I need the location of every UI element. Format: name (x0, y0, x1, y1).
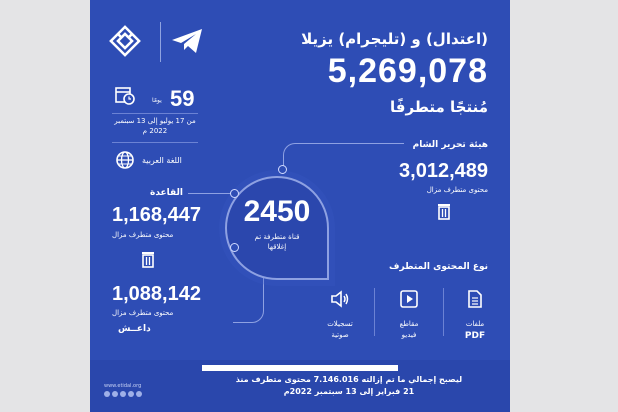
divider (443, 288, 444, 336)
logo-divider (160, 22, 161, 62)
content-type-video-line1: مقاطع (399, 320, 419, 328)
etidal-logo-icon (108, 24, 142, 58)
content-type-pdf-line2: PDF (464, 331, 486, 341)
calendar-clock-icon (114, 84, 136, 106)
date-range-line2: 2022 م (142, 127, 168, 135)
connector-line (283, 143, 404, 174)
telegram-icon (170, 27, 204, 55)
footer-text (194, 374, 504, 398)
document-icon (468, 290, 482, 308)
connector-dot (278, 165, 287, 174)
content-type-pdf-line1: ملفات (465, 320, 485, 328)
channels-label-line1: قناة متطرفة تم (254, 233, 300, 241)
connector-dot (230, 243, 239, 252)
instagram-icon[interactable] (128, 391, 134, 397)
group-count-hts: 3,012,489 (399, 160, 488, 182)
days-count: 59 (170, 86, 195, 111)
speaker-icon (330, 290, 350, 308)
channels-label-line2: إغلاقها (267, 243, 287, 251)
youtube-icon[interactable] (112, 391, 118, 397)
divider (374, 288, 375, 336)
footer-line1: ليصبح إجمالي ما تم إزالته 7.146.016 محتوى متطرف منذ (235, 375, 463, 384)
group-name-hts: هيئة تحرير الشام (412, 140, 488, 150)
group-count-alqaeda: 1,168,447 (112, 204, 201, 226)
total-removed-number: 5,269,078 (327, 52, 488, 90)
divider (112, 142, 198, 143)
content-type-audio-line2: صوتية (331, 331, 349, 339)
footer-bar (202, 365, 398, 371)
group-name-isis: داعــش (118, 324, 151, 334)
footer-line2: 21 فبراير إلى 13 سبتمبر 2022م (283, 387, 415, 396)
group-label-alqaeda: محتوى متطرف مزال (112, 231, 174, 239)
content-type-audio-line1: تسجيلات (327, 320, 353, 328)
content-types-title: نوع المحتوى المتطرف (389, 262, 488, 272)
divider (112, 113, 198, 114)
trash-icon (140, 250, 156, 268)
group-label-hts: محتوى متطرف مزال (426, 186, 488, 194)
date-range-line1: من 17 يوليو إلى 13 سبتمبر (114, 117, 196, 125)
video-play-icon (400, 290, 418, 308)
globe-icon (115, 150, 135, 170)
language-label: اللغة العربية (142, 156, 182, 165)
group-label-isis: محتوى متطرف مزال (112, 309, 174, 317)
trash-icon (436, 202, 452, 220)
facebook-icon[interactable] (120, 391, 126, 397)
twitter-icon[interactable] (104, 391, 110, 397)
group-name-alqaeda: القاعدة (150, 188, 183, 198)
content-type-video-line2: فيديو (401, 331, 417, 339)
social-icons (104, 391, 142, 397)
connector-line (188, 193, 236, 194)
headline-subtitle: مُنتجًا متطرفًا (389, 98, 488, 116)
linkedin-icon[interactable] (136, 391, 142, 397)
days-label: يومًا (152, 97, 162, 104)
headline: (اعتدال) و (تليجرام) يزيلا (301, 30, 488, 48)
connector-dot (230, 189, 239, 198)
website-link[interactable]: www.etidal.org (104, 383, 142, 389)
group-count-isis: 1,088,142 (112, 283, 201, 305)
channels-count: 2450 (243, 195, 311, 228)
infographic-panel (90, 0, 510, 412)
